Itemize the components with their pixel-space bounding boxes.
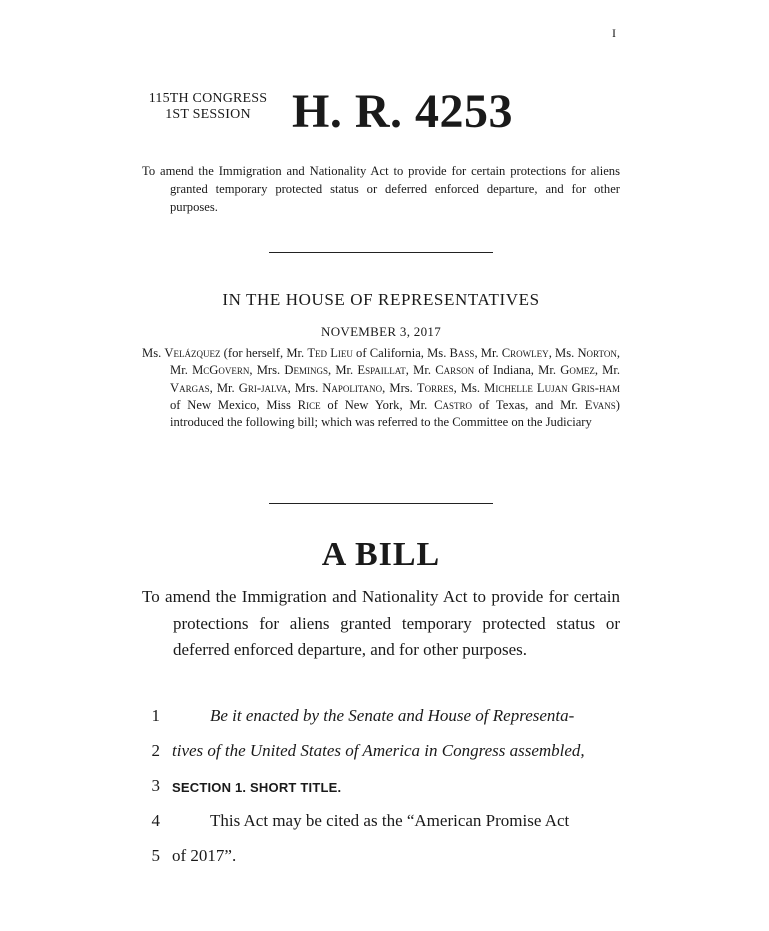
sponsor-name: Napolitano	[322, 380, 383, 395]
sponsor-name: Velázquez	[164, 346, 221, 360]
sponsors-block	[142, 345, 620, 431]
line-number: 4	[151, 811, 160, 830]
summary-block	[142, 162, 620, 216]
congress-label: 115TH CONGRESS	[148, 91, 268, 106]
sponsor-name: Bass	[449, 346, 475, 360]
sponsors-text	[142, 345, 620, 431]
sponsor-text: , Mr.	[209, 380, 239, 395]
long-title-text: To amend the Immigration and Nationality Act to provide for certain protections for aliens granted temporary protected status or deferred enforced departure, and for other purposes.	[142, 587, 620, 660]
sponsor-name: Gri-jalva	[238, 380, 288, 395]
enacting-clause-part-1: Be it enacted by the Senate and House of Representa-	[210, 706, 575, 725]
sponsor-text: , Ms.	[453, 380, 485, 395]
sponsor-text: , Mr.	[474, 346, 502, 360]
sponsor-name: Castro	[434, 397, 473, 412]
line-number: 5	[151, 846, 160, 865]
sponsor-text: of New York, Mr.	[320, 397, 435, 412]
line-number: 1	[151, 706, 160, 725]
short-title-text-part-1: This Act may be cited as the “American Promise Act	[210, 811, 570, 830]
line-number: 2	[151, 741, 160, 760]
sponsor-name: Vargas	[170, 380, 210, 395]
sponsor-text: , Mrs.	[287, 380, 323, 395]
sponsor-text: of Indiana, Mr.	[474, 363, 561, 378]
page-number: I	[612, 26, 616, 40]
sponsor-text: (for herself, Mr.	[220, 346, 308, 360]
sponsor-text: ) introduced the following bill; which was referred to the Committee on the Judiciary	[170, 397, 620, 430]
sponsor-name: Evans	[584, 397, 616, 412]
divider-top	[269, 252, 493, 253]
bill-number: H. R. 4253	[292, 85, 513, 138]
sponsor-name: Carson	[435, 363, 475, 378]
sponsor-name: Gomez	[560, 363, 595, 378]
bill-line-3	[140, 776, 630, 806]
sponsor-text: of California, Ms.	[352, 346, 450, 360]
short-title-text-part-2: of 2017”.	[172, 846, 237, 865]
line-number: 3	[151, 776, 160, 795]
sponsor-text: , Mr.	[405, 363, 436, 378]
sponsor-text: , Mr.	[170, 346, 620, 378]
sponsor-name: Ted Lieu	[307, 346, 353, 360]
bill-line-5	[140, 846, 630, 876]
summary-text: To amend the Immigration and Nationality Act to provide for certain protections for aliens granted temporary protected status or deferred enforced departure, and for other purposes.	[142, 164, 620, 214]
long-title-block	[142, 584, 620, 664]
sponsor-text: , Mr.	[327, 363, 358, 378]
session-label: 1ST SESSION	[165, 107, 251, 122]
sponsor-text: of New Mexico, Miss	[170, 397, 298, 412]
bill-line-4	[140, 811, 630, 841]
sponsor-name: Rice	[297, 397, 321, 412]
divider-bottom	[269, 503, 493, 504]
sponsor-text: Ms.	[142, 346, 165, 360]
sponsor-name: Espaillat	[357, 363, 406, 378]
congress-session-block	[140, 91, 276, 123]
sponsor-name: Demings	[284, 363, 328, 378]
sponsor-name: Crowley	[501, 346, 549, 360]
sponsor-text: of Texas, and Mr.	[472, 397, 585, 412]
a-bill-heading: A BILL	[321, 536, 441, 573]
bill-line-1	[140, 706, 630, 736]
sponsor-text: , Mrs.	[382, 380, 417, 395]
sponsor-name: Michelle Lujan Gris-ham	[484, 380, 620, 395]
sponsor-name: Norton	[577, 346, 617, 360]
introduction-date: NOVEMBER 3, 2017	[321, 324, 441, 339]
sponsor-text: , Mr.	[594, 363, 621, 378]
sponsor-name: McGovern	[192, 363, 250, 378]
chamber-heading: IN THE HOUSE OF REPRESENTATIVES	[222, 290, 540, 309]
sponsor-name: Torres	[416, 380, 454, 395]
sponsor-text: , Ms.	[548, 346, 578, 360]
sponsor-text: , Mrs.	[249, 363, 285, 378]
section-heading: SECTION 1. SHORT TITLE.	[172, 780, 342, 795]
enacting-clause-part-2: tives of the United States of America in Congress assembled,	[172, 741, 585, 760]
bill-line-2	[140, 741, 630, 771]
